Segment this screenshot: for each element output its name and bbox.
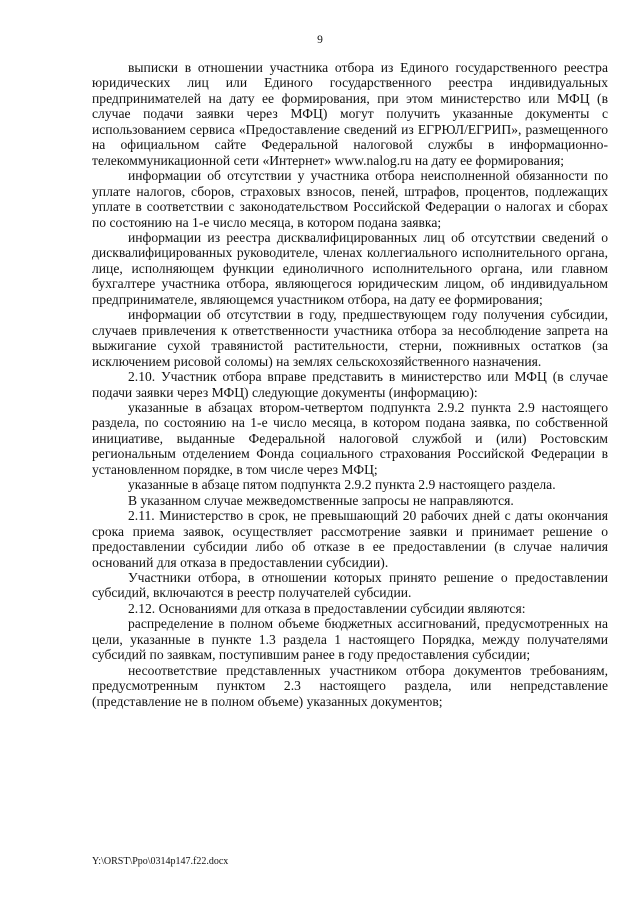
paragraph-2-12: 2.12. Основаниями для отказа в предоставлении субсидии являются: (128, 600, 526, 616)
paragraph-2-10: 2.10. Участник отбора вправе представить в министерство или МФЦ (в случае подачи заявки через МФЦ) следующие документы (информацию): (92, 369, 608, 400)
paragraph-no-requests: В указанном случае межведомственные запросы не направляются. (128, 492, 514, 508)
paragraph-disqualified-registry: информации из реестра дисквалифицированных лиц об отсутствии сведений о дисквалифицированных руководителе, членах коллегиального исполнительного органа, лице, исполняющем функции единоличного исполнительного органа, или главном бухгалтере участника отбора, являющегося юридическим лицом, об индивидуальном предпринимателе, являющемся участником отбора, на дату ее формирования; (92, 229, 608, 307)
paragraph-2-11: 2.11. Министерство в срок, не превышающий 20 рабочих дней с даты окончания срока приема заявок, осуществляет рассмотрение заявки и принимает решение о предоставлении субсидии либо об отказе в ее предоставлении (в случае наличия оснований для отказа в предоставлении субсидии). (92, 508, 608, 570)
paragraph-budget-distribution: распределение в полном объеме бюджетных ассигнований, предусмотренных на цели, указанные в пункте 1.3 раздела 1 настоящего Порядка, между получателями субсидий по заявкам, поступившим ранее в году предоставления субсидии; (92, 616, 608, 663)
page-number: 9 (317, 34, 323, 46)
paragraph-registry-inclusion: Участники отбора, в отношении которых принято решение о предоставлении субсидий, включаются в реестр получателей субсидии. (92, 569, 608, 601)
paragraph-burning-ban: информации об отсутствии в году, предшествующем году получения субсидии, случаев привлечения к ответственности участника отбора за несоблюдение запрета на выжигание сухой травянистой растительности, стерни, пожнивных остатков (за исключением рисовой соломы) на землях сельскохозяйственного назначения. (92, 307, 608, 369)
paragraph-egrul-extract: выписки в отношении участника отбора из Единого государственного реестра юридических лиц или Единого государственного реестра индивидуальных предпринимателей на дату ее формирования, при этом министерство или МФЦ (в случае подачи заявки через МФЦ) могут получить указанные документы с использованием сервиса «Предоставление сведений из ЕГРЮЛ/ЕГРИП», размещенного на официальном сайте Федеральной налоговой службы в информационно-телекоммуникационной сети «Интернет» www.nalog.ru на дату ее формирования; (92, 60, 608, 168)
paragraph-tax-debt-info: информации об отсутствии у участника отбора неисполненной обязанности по уплате налогов, сборов, страховых взносов, пеней, штрафов, процентов, подлежащих уплате в соответствии с законодательством Российской Федерации о налогах и сборах по состоянию на 1-е число месяца, в котором подана заявка; (92, 168, 608, 230)
document-body (92, 60, 608, 709)
paragraph-fifth-abzac: указанные в абзаце пятом подпункта 2.9.2 пункта 2.9 настоящего раздела. (128, 477, 556, 493)
file-path-footer: Y:\ORST\Ppo\0314p147.f22.docx (92, 856, 229, 867)
paragraph-document-mismatch: несоответствие представленных участником отбора документов требованиям, предусмотренным пунктом 2.3 настоящего раздела, или непредставление (представление не в полном объеме) указанных документов; (92, 662, 608, 709)
paragraph-documents-2-9-2: указанные в абзацах втором-четвертом подпункта 2.9.2 пункта 2.9 настоящего раздела, по состоянию на 1-е число месяца, в котором подана заявка, по собственной инициативе, выданные Федеральной налоговой службой и (или) Ростовским региональным отделением Фонда социального страхования Российской Федерации в установленном порядке, в том числе через МФЦ; (92, 399, 608, 477)
